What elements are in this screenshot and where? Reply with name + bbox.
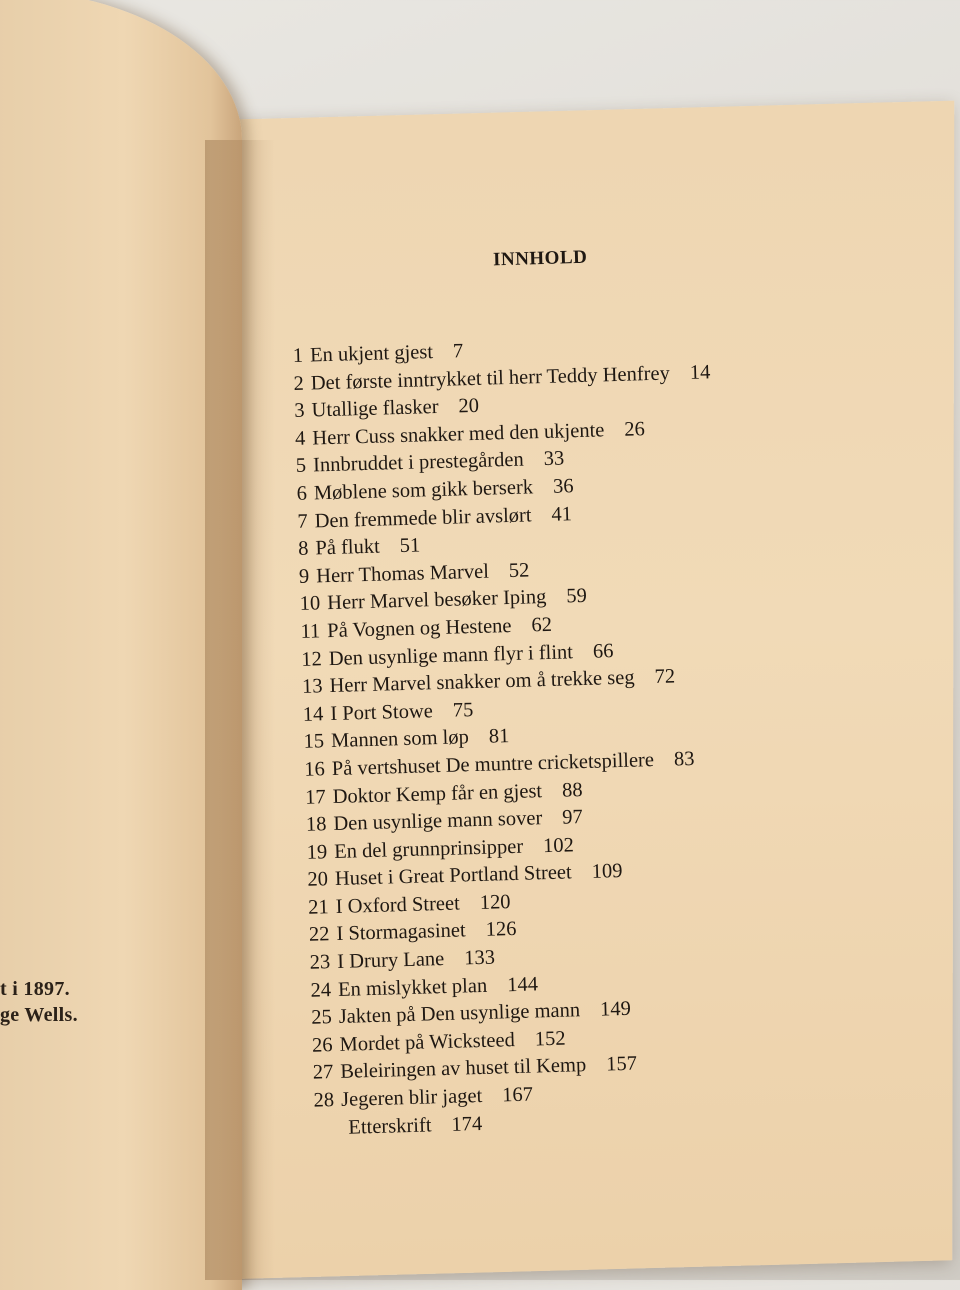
entry-page-number: 167 (501, 1083, 534, 1107)
entry-title: Etterskrift (348, 1114, 432, 1139)
entry-chapter-number: 2 (293, 372, 305, 395)
entry-chapter-number: 4 (294, 427, 306, 450)
entry-page-number: 174 (451, 1112, 483, 1136)
entry-title: Innbruddet i prestegården (312, 448, 524, 477)
entry-page-number: 81 (488, 725, 510, 748)
entry-title: Utallige flasker (311, 396, 439, 422)
entry-page-number: 51 (399, 534, 421, 558)
left-page-text-fragment: ge Wells. (0, 1004, 78, 1026)
entry-chapter-number: 7 (297, 510, 308, 533)
entry-chapter-number: 12 (300, 647, 323, 671)
entry-title: Beleiringen av huset til Kemp (340, 1054, 587, 1084)
entry-chapter-number: 22 (308, 923, 330, 947)
entry-chapter-number: 9 (298, 565, 310, 588)
entry-title: Huset i Great Portland Street (334, 861, 573, 891)
entry-page-number: 149 (599, 998, 632, 1021)
entry-page-number: 72 (654, 665, 676, 689)
entry-title: Herr Marvel snakker om å trekke seg (329, 666, 635, 698)
entry-title: Den usynlige mann sover (333, 807, 543, 836)
entry-title: Herr Marvel besøker Iping (326, 586, 547, 615)
entry-page-number: 52 (508, 559, 530, 582)
entry-chapter-number: 1 (292, 344, 304, 367)
entry-title: På flukt (315, 535, 381, 560)
entry-page-number: 120 (479, 890, 511, 914)
entry-page-number: 26 (623, 417, 646, 441)
entry-chapter-number: 13 (301, 675, 323, 698)
entry-title: På Vognen og Hestene (326, 614, 512, 643)
entry-chapter-number: 19 (306, 840, 328, 864)
entry-title: I Oxford Street (335, 892, 461, 918)
entry-page-number: 88 (561, 778, 583, 802)
entry-title: Jakten på Den usynlige mann (338, 999, 581, 1029)
left-page (0, 0, 242, 1290)
entry-chapter-number: 17 (304, 785, 326, 809)
entry-chapter-number: 27 (312, 1061, 334, 1085)
entry-page-number: 109 (591, 860, 623, 884)
entry-chapter-number: 18 (305, 813, 327, 836)
entry-title: På vertshuset De muntre cricketspillere (331, 748, 655, 780)
entry-page-number: 7 (452, 340, 464, 363)
entry-chapter-number: 5 (295, 455, 307, 478)
entry-chapter-number: 28 (313, 1089, 335, 1112)
entry-page-number: 126 (485, 918, 517, 942)
left-page-text-fragment: t i 1897. (0, 978, 70, 1000)
entry-chapter-number: 24 (310, 978, 332, 1002)
entry-page-number: 144 (506, 973, 539, 996)
entry-chapter-number: 3 (294, 399, 305, 423)
entry-page-number: 33 (543, 447, 565, 471)
entry-chapter-number: 15 (303, 730, 325, 754)
entry-title: Herr Thomas Marvel (315, 560, 490, 588)
entry-page-number: 41 (551, 502, 573, 526)
table-of-contents (290, 239, 875, 1143)
entry-page-number: 14 (689, 360, 711, 384)
entry-title: En mislykket plan (337, 974, 488, 1001)
entry-title: Herr Cuss snakker med den ukjente (312, 419, 605, 450)
entry-page-number: 36 (552, 475, 574, 498)
entry-page-number: 62 (531, 613, 553, 637)
entry-title: Den fremmede blir avslørt (314, 503, 532, 532)
entry-page-number: 75 (452, 698, 474, 722)
entry-chapter-number: 8 (297, 537, 309, 561)
entry-chapter-number: 14 (302, 702, 324, 726)
entry-page-number: 133 (463, 946, 496, 970)
entry-chapter-number: 25 (311, 1006, 333, 1029)
entry-chapter-number: 10 (299, 592, 321, 616)
entry-chapter-number: 21 (307, 896, 330, 919)
entry-title: I Port Stowe (330, 699, 434, 725)
entry-page-number: 66 (592, 639, 614, 663)
entry-title: I Stormagasinet (336, 919, 466, 946)
toc-heading: INNHOLD (492, 246, 588, 271)
entry-chapter-number: 26 (311, 1033, 333, 1057)
entry-title: En del grunnprinsipper (333, 835, 524, 863)
entry-title: I Drury Lane (336, 948, 445, 974)
entry-chapter-number: 20 (307, 868, 329, 892)
entry-chapter-number: 16 (304, 758, 326, 781)
entry-title: Mannen som løp (330, 726, 470, 753)
entry-title: Møblene som gikk berserk (313, 476, 534, 505)
entry-title: En ukjent gjest (309, 341, 434, 367)
entry-chapter-number: 23 (309, 951, 331, 974)
entry-title: Den usynlige mann flyr i flint (328, 640, 574, 670)
entry-chapter-number: 6 (296, 482, 308, 505)
entry-title: Doktor Kemp får en gjest (332, 779, 543, 808)
toc-entry-list (292, 327, 873, 1115)
entry-page-number: 157 (605, 1053, 638, 1076)
entry-page-number: 152 (534, 1027, 566, 1051)
entry-title: Jegeren blir jaget (340, 1084, 483, 1111)
entry-title: Mordet på Wicksteed (339, 1028, 516, 1056)
entry-page-number: 20 (458, 394, 480, 418)
entry-page-number: 102 (542, 833, 575, 857)
entry-chapter-number: 11 (300, 620, 321, 643)
entry-page-number: 83 (673, 747, 695, 771)
entry-page-number: 97 (561, 806, 584, 829)
entry-title: Det første inntrykket til herr Teddy Henfrey (310, 362, 671, 395)
entry-page-number: 59 (565, 585, 588, 608)
